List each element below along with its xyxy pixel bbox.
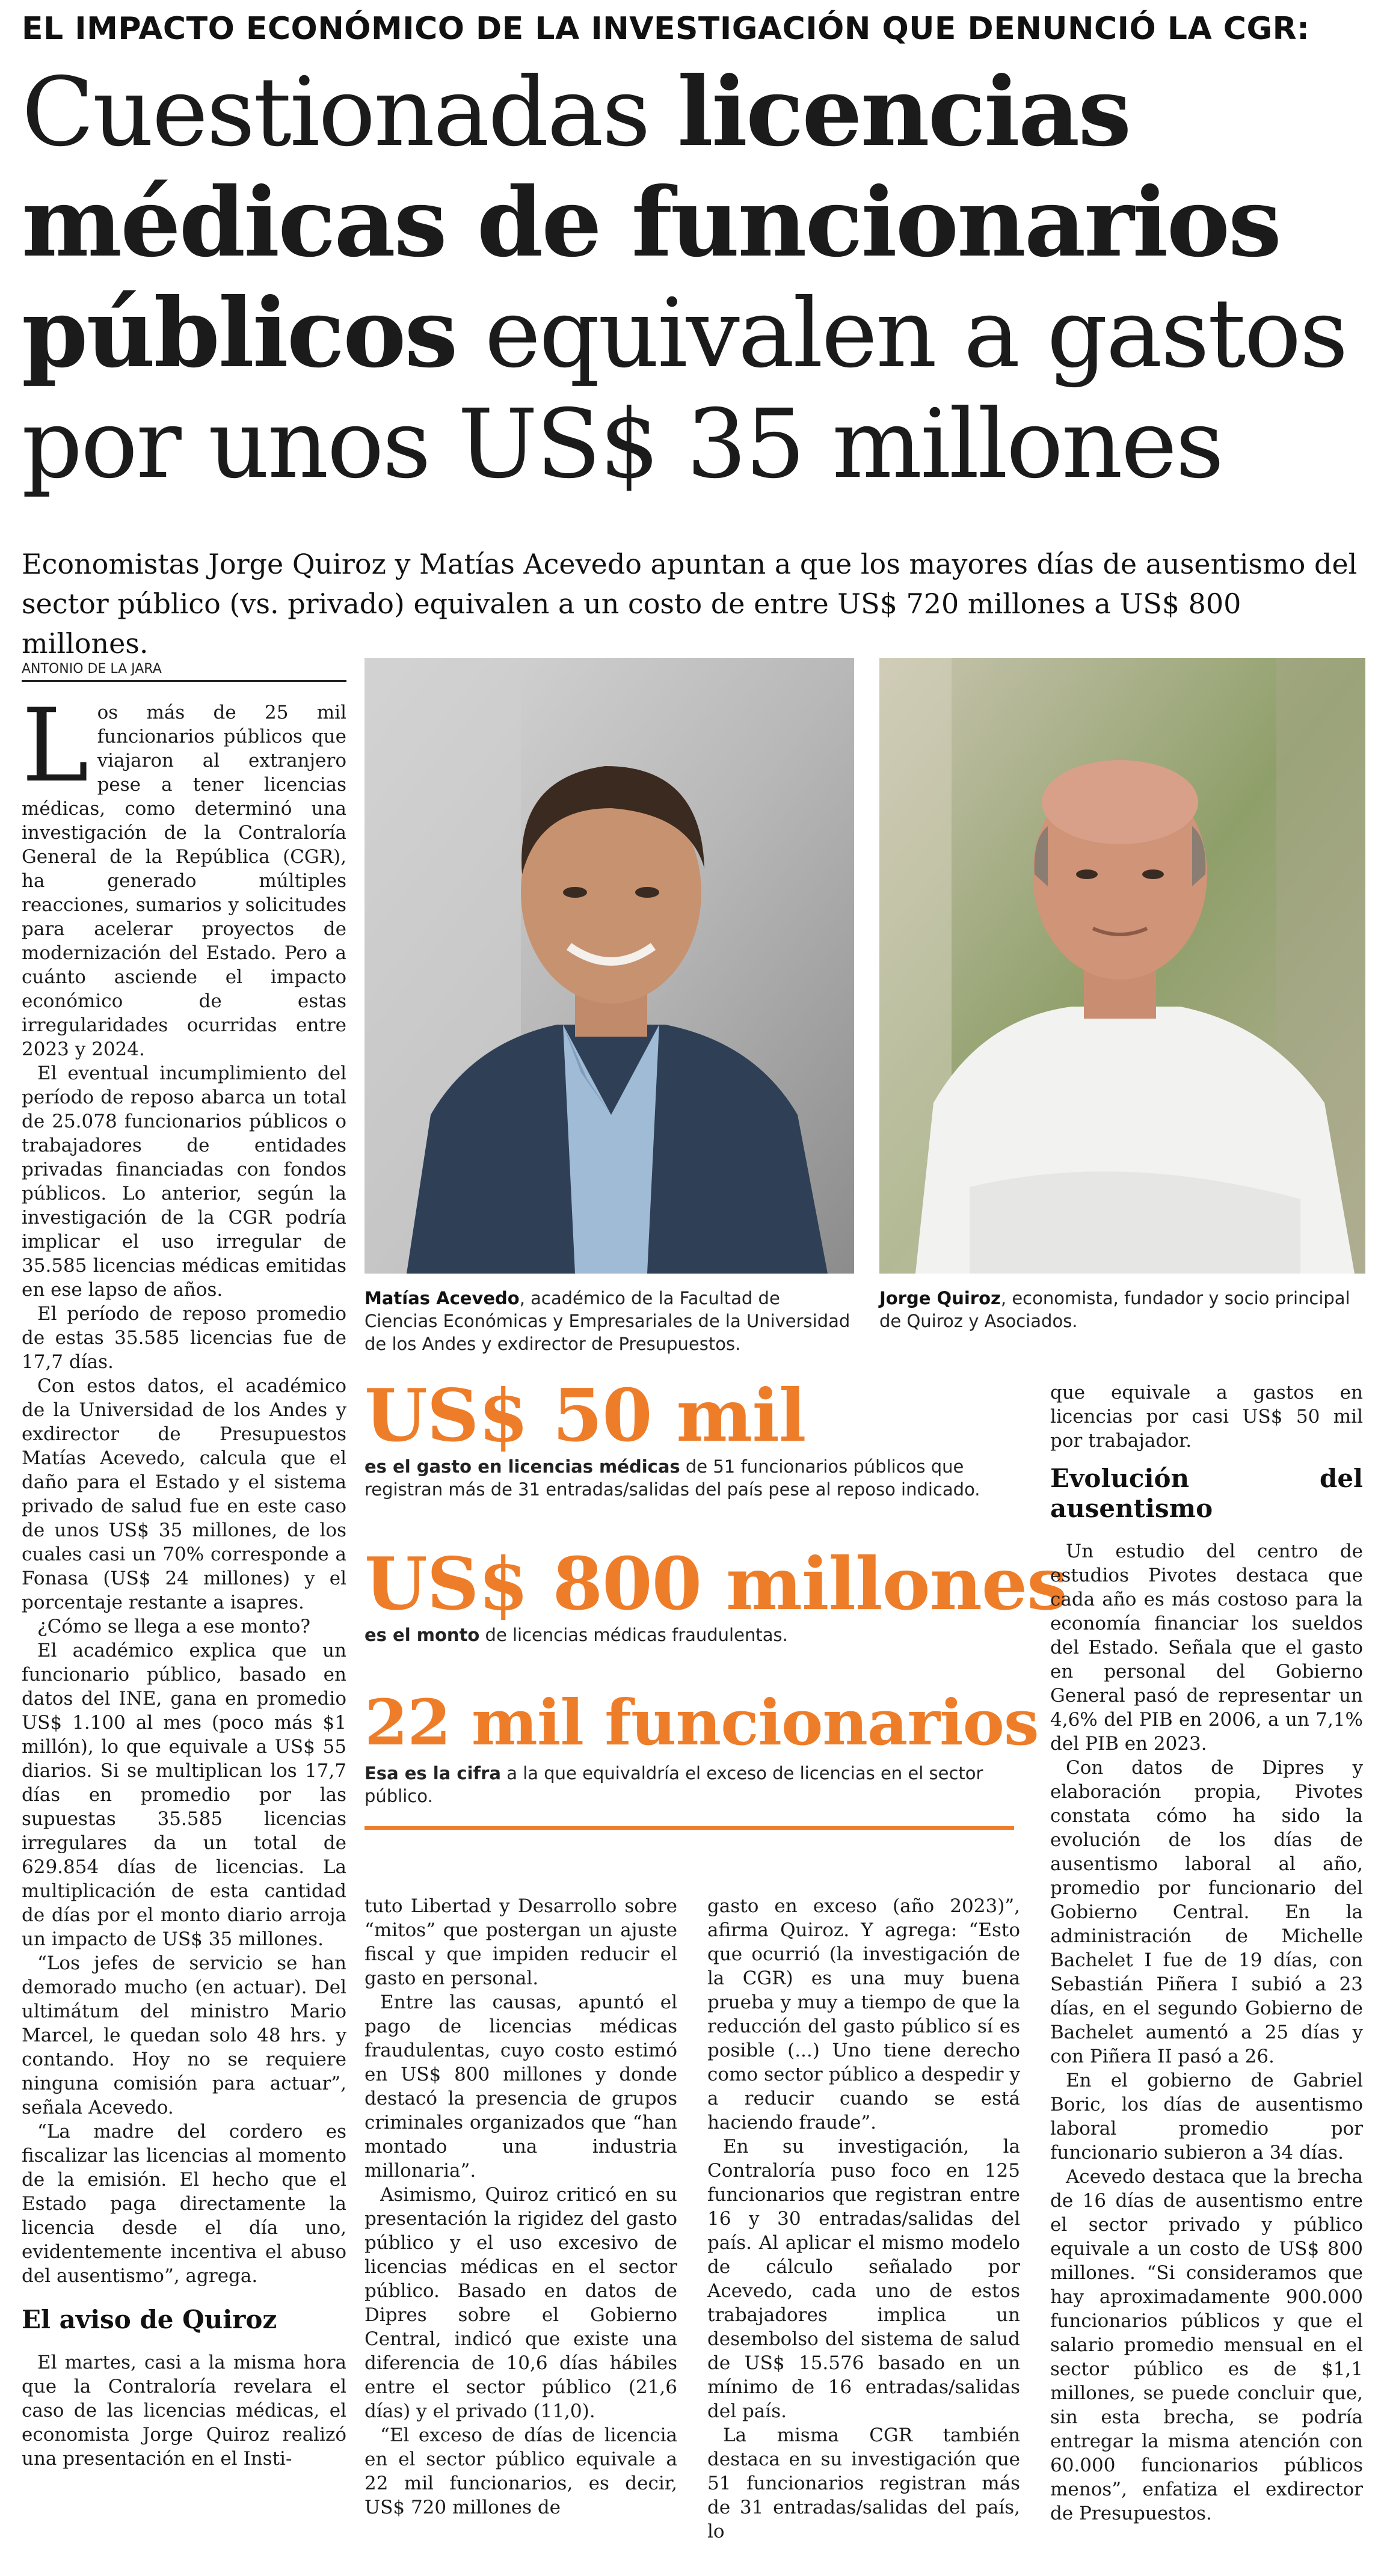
paragraph: tuto Libertad y Desarrollo sobre “mitos” que postergan un ajuste fiscal y que impiden reducir el gasto en personal. bbox=[364, 1895, 677, 1989]
headline bbox=[22, 57, 1369, 500]
stat-22-mil-funcionarios bbox=[364, 1684, 1039, 1808]
paragraph: “El exceso de días de licencia en el sector público equivale a 22 mil funcionarios, es decir, US$ 720 millones de bbox=[364, 2424, 677, 2518]
caption-text: , académico de la Facultad de Ciencias Económicas y Empresariales de la Universidad de los Andes y exdirector de Presupuestos. bbox=[364, 1288, 850, 1354]
stat-text: de licencias médicas fraudulentas. bbox=[479, 1625, 788, 1645]
paragraph-text: os más de 25 mil funcionarios públicos que viajaron al extranjero pese a tener licencias médicas, como determinó una investigación de la Contraloría General de la República (CGR), ha generado múltiples reacciones, sumarios y solicitudes para acelerar proyectos de modernización del Estado. Pero a cuánto asciende el impacto económico de estas irregularidades ocurridas entre 2023 y 2024. bbox=[22, 702, 346, 1060]
paragraph: En el gobierno de Gabriel Boric, los días de ausentismo laboral promedio por funcionario subieron a 34 días. bbox=[1050, 2070, 1363, 2164]
paragraph: Entre las causas, apuntó el pago de licencias médicas fraudulentas, cuyo costo estimó en US$ 800 millones y donde destacó la presencia de grupos criminales organizados que “han montado una industria millonaria”. bbox=[364, 1992, 677, 2182]
article-column-4 bbox=[1050, 1381, 1363, 2525]
paragraph: que equivale a gastos en licencias por casi US$ 50 mil por trabajador. bbox=[1050, 1382, 1363, 1452]
stat-lead: es el gasto en licencias médicas bbox=[364, 1456, 680, 1477]
drop-cap: L bbox=[22, 687, 89, 805]
portrait-acevedo-illustration bbox=[364, 658, 854, 1274]
deck: Economistas Jorge Quiroz y Matías Acevedo apuntan a que los mayores días de ausentismo del sector público (vs. privado) equivalen a un costo de entre US$ 720 millones a US$ 800 millones. bbox=[22, 548, 1358, 660]
paragraph: Acevedo destaca que la brecha de 16 días de ausentismo entre el sector privado y público equivale a un costo de US$ 800 millones. “Si consideramos que hay aproximadamente 900.000 funcionarios públicos y que el salario promedio mensual en el sector público es de $1,1 millones, se puede concluir que, sin esta brecha, se podría entregar la misma atención con 60.000 funcionarios públicos menos”, enfatiza el exdirector de Presupuestos. bbox=[1050, 2166, 1363, 2524]
stat-lead: Esa es la cifra bbox=[364, 1763, 501, 1783]
paragraph: En su investigación, la Contraloría puso foco en 125 funcionarios que registran entre 16 y 30 entradas/salidas del país. Al aplicar el mismo modelo de cálculo señalado por Acevedo, cada uno de estos trabajadores implica un desembolso del sistema de salud de US$ 15.576 basado en un mínimo de 16 entradas/salidas del país. bbox=[707, 2136, 1020, 2422]
headline-part-1: Cuestionadas bbox=[22, 57, 677, 168]
stat-description bbox=[364, 1455, 1014, 1501]
paragraph: ¿Cómo se llega a ese monto? bbox=[37, 1616, 310, 1637]
stat-figure: US$ 800 millones bbox=[364, 1542, 1067, 1627]
paragraph: Un estudio del centro de estudios Pivotes destaca que cada año es más costoso para la economía financiar los sueldos del Estado. Señala que el gasto en personal del Gobierno General pasó de representar un 4,6% del PIB en 2006, a un 7,1% del PIB en 2023. bbox=[1050, 1541, 1363, 1755]
stat-lead: es el monto bbox=[364, 1625, 480, 1645]
caption-acevedo bbox=[364, 1287, 854, 1355]
caption-name: Jorge Quiroz bbox=[879, 1288, 1001, 1308]
paragraph: El eventual incumplimiento del período de reposo abarca un total de 25.078 funcionarios públicos o trabajadores de entidades privadas financiadas con fondos públicos. Lo anterior, según la investigación de la CGR podría implicar el uso irregular de 35.585 licencias médicas emitidas en ese lapso de años. bbox=[22, 1063, 346, 1301]
subhead-quiroz: El aviso de Quiroz bbox=[22, 2305, 277, 2334]
paragraph: Asimismo, Quiroz criticó en su presentación la rigidez del gasto público y el uso excesivo de licencias médicas en el sector público. Basado en datos de Dipres sobre el Gobierno Central, indicó que existe una diferencia de 10,6 días hábiles entre el sector público (21,6 días) y el privado (11,0). bbox=[364, 2184, 677, 2422]
paragraph: La misma CGR también destaca en su investigación que 51 funcionarios registran más de 31 entradas/salidas del país, lo bbox=[707, 2424, 1020, 2542]
stat-description bbox=[364, 1624, 1014, 1646]
byline: ANTONIO DE LA JARA bbox=[22, 661, 346, 682]
stat-50-mil bbox=[364, 1373, 1014, 1501]
paragraph bbox=[22, 687, 346, 1061]
stat-text: a la que equivaldría el exceso de licencias en el sector público. bbox=[364, 1763, 983, 1806]
headline-part-3: equivalen a gastos por unos US$ 35 millones bbox=[22, 278, 1347, 500]
paragraph: El período de reposo promedio de estas 35.585 licencias fue de 17,7 días. bbox=[22, 1303, 346, 1373]
caption-text: , economista, fundador y socio principal de Quiroz y Asociados. bbox=[879, 1288, 1350, 1331]
subhead-ausentismo: Evolución del ausentismo bbox=[1050, 1464, 1363, 1523]
caption-quiroz bbox=[879, 1287, 1365, 1332]
paragraph: “La madre del cordero es fiscalizar las licencias al momento de la emisión. El hecho que el Estado paga directamente la licencia desde el día uno, evidentemente incentiva el abuso del ausentismo”, agrega. bbox=[22, 2121, 346, 2287]
portrait-quiroz-illustration bbox=[879, 658, 1365, 1274]
paragraph: El martes, casi a la misma hora que la Contraloría revelara el caso de las licencias médicas, el economista Jorge Quiroz realizó una presentación en el Insti- bbox=[22, 2352, 346, 2470]
stat-description bbox=[364, 1762, 1014, 1808]
orange-divider bbox=[364, 1826, 1014, 1830]
stat-800-millones bbox=[364, 1542, 1067, 1646]
photo-jorge-quiroz bbox=[879, 658, 1365, 1274]
paragraph: “Los jefes de servicio se han demorado mucho (en actuar). Del ultimátum del ministro Mario Marcel, le quedan solo 48 hrs. y contando. Hoy no se requiere ninguna comisión para actuar”, señala Acevedo. bbox=[22, 1952, 346, 2118]
paragraph: gasto en exceso (año 2023)”, afirma Quiroz. Y agrega: “Esto que ocurrió (la investigación de la CGR) es una muy buena prueba y muy a tiempo de que la reducción del gasto público sí es posible (...) Uno tiene derecho como sector público a despedir y a reducir cuando se está haciendo fraude”. bbox=[707, 1895, 1020, 2133]
article-column-1 bbox=[22, 687, 346, 2471]
headline-part-2: licencias médicas de funcionarios públicos bbox=[22, 57, 1280, 389]
article-column-2 bbox=[364, 1894, 677, 2519]
kicker: EL IMPACTO ECONÓMICO DE LA INVESTIGACIÓN QUE DENUNCIÓ LA CGR: bbox=[22, 11, 1310, 47]
stat-text: de 51 funcionarios públicos que registran más de 31 entradas/salidas del país pese al reposo indicado. bbox=[364, 1456, 980, 1500]
photo-matias-acevedo bbox=[364, 658, 854, 1274]
stat-figure: 22 mil funcionarios bbox=[364, 1685, 1039, 1759]
article-column-3 bbox=[707, 1894, 1020, 2544]
paragraph: Con datos de Dipres y elaboración propia, Pivotes constata cómo ha sido la evolución de los días de ausentismo laboral al año, promedio por funcionario del Gobierno Central. En la administración de Michelle Bachelet I fue de 19 días, con Sebastián Piñera I subió a 23 días, en el segundo Gobierno de Bachelet aumentó a 25 días y con Piñera II pasó a 26. bbox=[1050, 1757, 1363, 2067]
stat-figure: US$ 50 mil bbox=[364, 1373, 806, 1458]
paragraph: Con estos datos, el académico de la Universidad de los Andes y exdirector de Presupuestos Matías Acevedo, calcula que el daño para el Estado y el sistema privado de salud fue en este caso de unos US$ 35 millones, de los cuales casi un 70% corresponde a Fonasa (US$ 24 millones) y el porcentaje restante a isapres. bbox=[22, 1375, 346, 1613]
paragraph: El académico explica que un funcionario público, basado en datos del INE, gana en promedio US$ 1.100 al mes (poco más $1 millón), lo que equivale a US$ 55 diarios. Si se multiplican los 17,7 días en promedio por las supuestas 35.585 licencias irregulares da un total de 629.854 días de licencias. La multiplicación de esta cantidad de días por el monto diario arroja un impacto de US$ 35 millones. bbox=[22, 1640, 346, 1950]
caption-name: Matías Acevedo bbox=[364, 1288, 520, 1308]
